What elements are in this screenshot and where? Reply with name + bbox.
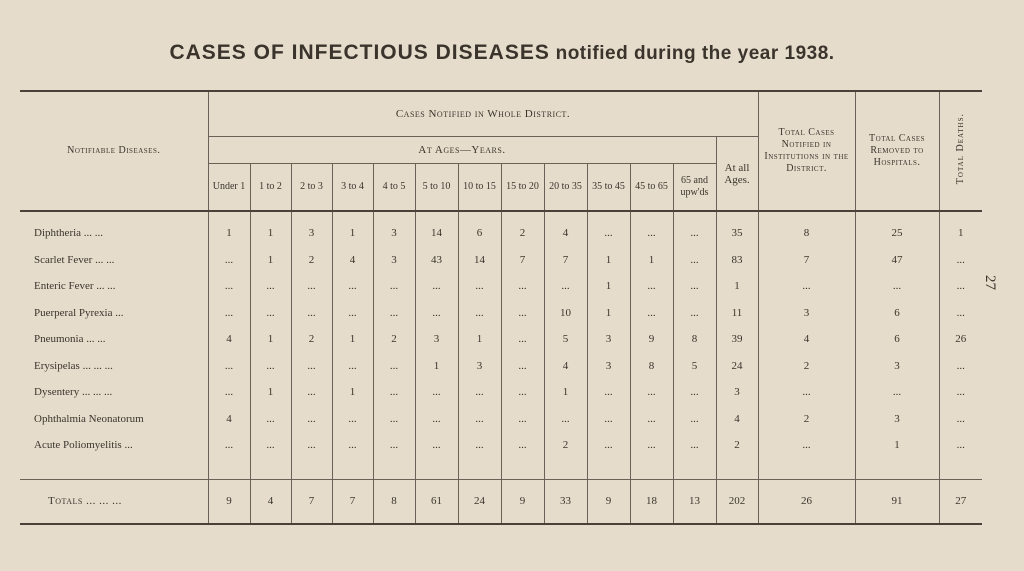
table-row [20, 406, 982, 433]
disease-name: Dysentery ... ... ... [34, 386, 113, 399]
age-count: ... [501, 273, 544, 300]
age-count: ... [373, 273, 415, 300]
spacer-row [20, 459, 982, 480]
age-count: ... [208, 247, 250, 274]
table-row [20, 273, 982, 300]
age-count: 4 [544, 211, 587, 247]
age-count: 2 [501, 211, 544, 247]
age-count: 9 [630, 326, 673, 353]
age-count: ... [332, 432, 373, 459]
age-count: ... [458, 432, 501, 459]
institutions-count: 8 [758, 211, 855, 247]
age-count: 9 [587, 479, 630, 524]
age-count: 2 [291, 247, 332, 274]
age-count: 1 [587, 273, 630, 300]
header-deaths [939, 91, 982, 211]
header-removed: Total Cases Removed to Hospitals. [855, 91, 939, 211]
age-count: 2 [544, 432, 587, 459]
age-count: 7 [544, 247, 587, 274]
deaths-count: ... [939, 379, 982, 406]
age-count: ... [332, 406, 373, 433]
age-count: 24 [458, 479, 501, 524]
age-count: ... [332, 300, 373, 327]
age-count: ... [415, 300, 458, 327]
age-count: 3 [587, 326, 630, 353]
age-count: ... [587, 432, 630, 459]
spacer-cell [501, 459, 544, 480]
age-count: ... [630, 273, 673, 300]
spacer-cell [291, 459, 332, 480]
deaths-count: ... [939, 432, 982, 459]
age-count: ... [501, 326, 544, 353]
age-count: ... [373, 432, 415, 459]
age-count: ... [250, 432, 291, 459]
age-count: ... [208, 432, 250, 459]
all-ages-count: 1 [716, 273, 758, 300]
age-count: ... [291, 406, 332, 433]
age-count: ... [544, 273, 587, 300]
header-disease: Notifiable Diseases. [20, 91, 208, 211]
age-count: 4 [208, 406, 250, 433]
age-count: ... [501, 353, 544, 380]
age-count: ... [373, 300, 415, 327]
institutions-count: ... [758, 432, 855, 459]
age-count: 4 [250, 479, 291, 524]
age-count: 1 [250, 211, 291, 247]
disease-name: Puerperal Pyrexia ... [34, 306, 124, 319]
deaths-count: ... [939, 353, 982, 380]
age-count: 5 [673, 353, 716, 380]
age-count: 3 [458, 353, 501, 380]
disease-name: Scarlet Fever ... ... [34, 253, 115, 266]
header-age-group: 1 to 2 [250, 164, 291, 212]
age-count: ... [587, 379, 630, 406]
all-ages-count: 11 [716, 300, 758, 327]
age-count: ... [673, 211, 716, 247]
age-count: 9 [501, 479, 544, 524]
age-count: ... [208, 379, 250, 406]
age-count: ... [373, 406, 415, 433]
age-count: 3 [415, 326, 458, 353]
age-count: 14 [458, 247, 501, 274]
institutions-count: 2 [758, 406, 855, 433]
age-count: 8 [673, 326, 716, 353]
spacer-cell [716, 459, 758, 480]
spacer-cell [587, 459, 630, 480]
age-count: ... [630, 211, 673, 247]
deaths-count: 27 [939, 479, 982, 524]
age-count: 14 [415, 211, 458, 247]
age-count: ... [332, 273, 373, 300]
table-row [20, 353, 982, 380]
age-count: ... [415, 273, 458, 300]
deaths-count: 1 [939, 211, 982, 247]
header-age-group: 15 to 20 [501, 164, 544, 212]
header-age-group: 35 to 45 [587, 164, 630, 212]
all-ages-count: 83 [716, 247, 758, 274]
disease-name: Enteric Fever ... ... [34, 280, 116, 293]
removed-count: 47 [855, 247, 939, 274]
diseases-table [20, 90, 982, 525]
age-count: 1 [544, 379, 587, 406]
age-count: 1 [250, 326, 291, 353]
age-count: 13 [673, 479, 716, 524]
age-count: ... [373, 353, 415, 380]
age-count: ... [291, 300, 332, 327]
age-count: ... [332, 353, 373, 380]
institutions-count: 3 [758, 300, 855, 327]
age-count: ... [250, 273, 291, 300]
age-count: 61 [415, 479, 458, 524]
institutions-count: ... [758, 379, 855, 406]
age-count: 7 [291, 479, 332, 524]
age-count: ... [673, 273, 716, 300]
table-row [20, 247, 982, 274]
age-count: 8 [630, 353, 673, 380]
age-count: ... [373, 379, 415, 406]
removed-count: 6 [855, 326, 939, 353]
spacer-cell [855, 459, 939, 480]
header-deaths-label: Total Deaths. [954, 113, 966, 185]
age-count: 1 [630, 247, 673, 274]
spacer-cell [673, 459, 716, 480]
deaths-count: 26 [939, 326, 982, 353]
header-age-group: Under 1 [208, 164, 250, 212]
age-count: ... [673, 432, 716, 459]
age-count: ... [415, 432, 458, 459]
removed-count: 91 [855, 479, 939, 524]
age-count: ... [291, 379, 332, 406]
disease-name: Ophthalmia Neonatorum [34, 412, 144, 425]
removed-count: 1 [855, 432, 939, 459]
removed-count: 25 [855, 211, 939, 247]
totals-row [20, 479, 982, 524]
age-count: ... [630, 432, 673, 459]
age-count: 7 [332, 479, 373, 524]
age-count: ... [291, 273, 332, 300]
age-count: 2 [373, 326, 415, 353]
age-count: ... [673, 300, 716, 327]
removed-count: 6 [855, 300, 939, 327]
age-count: ... [673, 379, 716, 406]
spacer-cell [630, 459, 673, 480]
age-count: 2 [291, 326, 332, 353]
institutions-count: ... [758, 273, 855, 300]
age-count: 1 [415, 353, 458, 380]
title-rest: notified during the year 1938. [555, 43, 835, 64]
age-count: 1 [587, 300, 630, 327]
age-count: 1 [587, 247, 630, 274]
header-age-group: 5 to 10 [415, 164, 458, 212]
removed-count: ... [855, 273, 939, 300]
age-count: 5 [544, 326, 587, 353]
header-age-group: 3 to 4 [332, 164, 373, 212]
header-age-group: 10 to 15 [458, 164, 501, 212]
all-ages-count: 24 [716, 353, 758, 380]
disease-name: Totals ... ... ... [20, 479, 208, 524]
title-main: CASES OF INFECTIOUS DISEASES [169, 41, 550, 64]
table-row [20, 300, 982, 327]
age-count: 3 [291, 211, 332, 247]
age-count: ... [673, 406, 716, 433]
page-title [0, 40, 1004, 65]
age-count: ... [415, 379, 458, 406]
header-age-group: 65 and upw'ds [673, 164, 716, 212]
header-notified-whole: Cases Notified in Whole District. [208, 91, 758, 137]
age-count: 10 [544, 300, 587, 327]
header-age-group: 4 to 5 [373, 164, 415, 212]
age-count: 3 [373, 211, 415, 247]
age-count: ... [291, 353, 332, 380]
age-count: 1 [250, 247, 291, 274]
disease-name: Acute Poliomyelitis ... [34, 439, 133, 452]
removed-count: 3 [855, 353, 939, 380]
disease-name: Erysipelas ... ... ... [34, 359, 113, 372]
age-count: ... [630, 406, 673, 433]
header-all-ages: At all Ages. [716, 137, 758, 212]
age-count: ... [250, 353, 291, 380]
institutions-count: 26 [758, 479, 855, 524]
age-count: ... [587, 211, 630, 247]
institutions-count: 4 [758, 326, 855, 353]
removed-count: 3 [855, 406, 939, 433]
age-count: ... [544, 406, 587, 433]
age-count: ... [250, 300, 291, 327]
age-count: ... [250, 406, 291, 433]
deaths-count: ... [939, 406, 982, 433]
spacer-cell [458, 459, 501, 480]
spacer-cell [758, 459, 855, 480]
age-count: 4 [208, 326, 250, 353]
institutions-count: 7 [758, 247, 855, 274]
age-count: ... [415, 406, 458, 433]
age-count: ... [501, 300, 544, 327]
age-count: 3 [373, 247, 415, 274]
age-count: ... [458, 379, 501, 406]
table-row [20, 432, 982, 459]
header-age-group: 20 to 35 [544, 164, 587, 212]
spacer-cell [544, 459, 587, 480]
age-count: 1 [208, 211, 250, 247]
spacer-cell [373, 459, 415, 480]
age-count: 3 [587, 353, 630, 380]
all-ages-count: 3 [716, 379, 758, 406]
age-count: 43 [415, 247, 458, 274]
disease-name: Diphtheria ... ... [34, 227, 104, 240]
institutions-count: 2 [758, 353, 855, 380]
table-row [20, 326, 982, 353]
age-count: ... [208, 273, 250, 300]
age-count: ... [630, 300, 673, 327]
age-count: 1 [332, 379, 373, 406]
spacer-cell [250, 459, 291, 480]
age-count: 4 [332, 247, 373, 274]
removed-count: ... [855, 379, 939, 406]
header-age-group: 45 to 65 [630, 164, 673, 212]
spacer-cell [208, 459, 250, 480]
age-count: 9 [208, 479, 250, 524]
age-count: 6 [458, 211, 501, 247]
age-count: 1 [250, 379, 291, 406]
disease-name: Pneumonia ... ... [34, 333, 106, 346]
all-ages-count: 2 [716, 432, 758, 459]
spacer-cell [20, 459, 208, 480]
age-count: 1 [332, 326, 373, 353]
spacer-cell [415, 459, 458, 480]
page-number: 27 [982, 275, 998, 290]
age-count: ... [208, 353, 250, 380]
spacer-cell [332, 459, 373, 480]
age-count: 33 [544, 479, 587, 524]
deaths-count: ... [939, 273, 982, 300]
age-count: ... [673, 247, 716, 274]
deaths-count: ... [939, 300, 982, 327]
age-count: ... [501, 432, 544, 459]
header-at-ages: At Ages—Years. [208, 137, 716, 164]
all-ages-count: 35 [716, 211, 758, 247]
age-count: ... [587, 406, 630, 433]
age-count: 1 [332, 211, 373, 247]
all-ages-count: 4 [716, 406, 758, 433]
age-count: ... [458, 406, 501, 433]
age-count: ... [501, 379, 544, 406]
age-count: 7 [501, 247, 544, 274]
header-institutions: Total Cases Notified in Institutions in the District. [758, 91, 855, 211]
age-count: ... [458, 300, 501, 327]
age-count: ... [630, 379, 673, 406]
header-age-group: 2 to 3 [291, 164, 332, 212]
deaths-count: ... [939, 247, 982, 274]
age-count: ... [458, 273, 501, 300]
age-count: 1 [458, 326, 501, 353]
table-row [20, 379, 982, 406]
age-count: 8 [373, 479, 415, 524]
all-ages-count: 202 [716, 479, 758, 524]
spacer-cell [939, 459, 982, 480]
table-row [20, 211, 982, 247]
age-count: 4 [544, 353, 587, 380]
age-count: ... [291, 432, 332, 459]
age-count: 18 [630, 479, 673, 524]
age-count: ... [208, 300, 250, 327]
age-count: ... [501, 406, 544, 433]
all-ages-count: 39 [716, 326, 758, 353]
